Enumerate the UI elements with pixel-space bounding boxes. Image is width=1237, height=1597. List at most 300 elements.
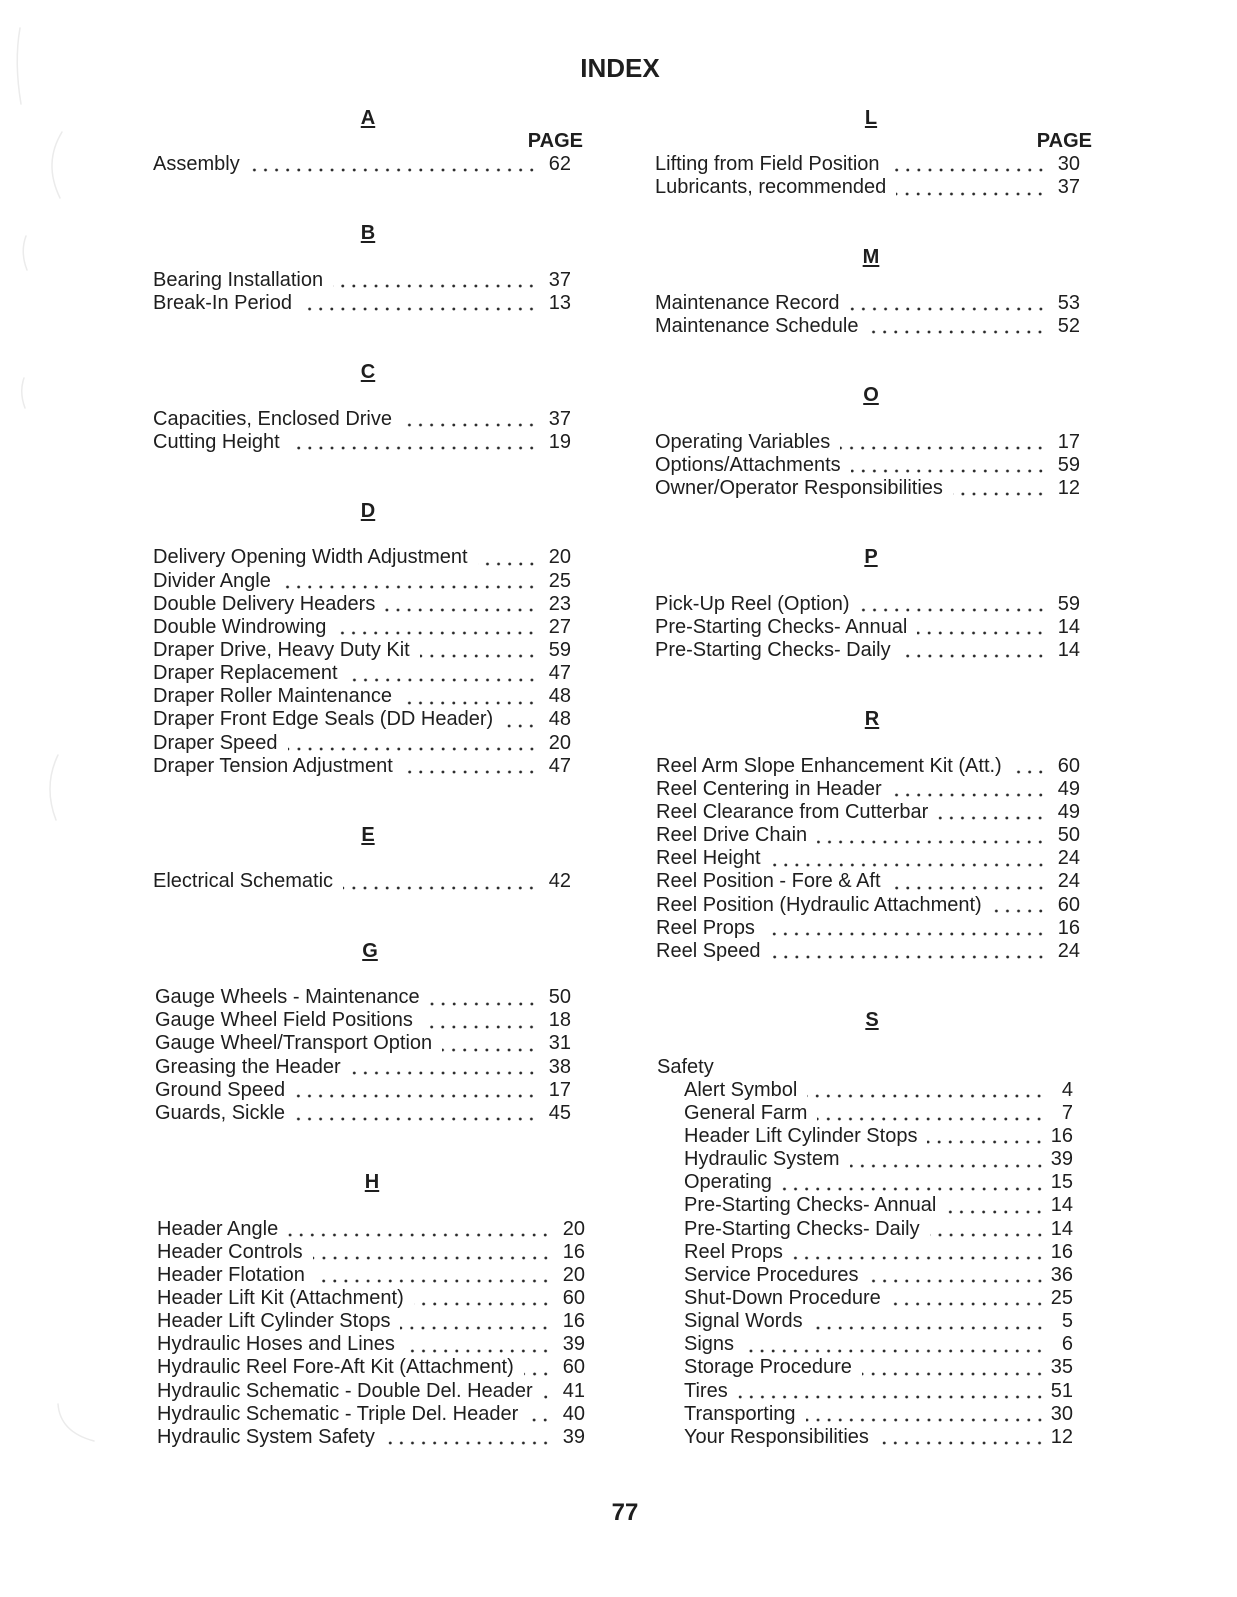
index-entry — [153, 153, 571, 176]
section-letter-c: C — [360, 361, 376, 384]
entry-term: Reel Drive Chain — [656, 824, 808, 847]
entry-page-number: 30 — [1057, 152, 1080, 175]
entry-term: Reel Props — [656, 916, 755, 939]
entry-page-number: 51 — [1050, 1379, 1073, 1402]
dot-leader — [817, 824, 1046, 847]
entry-page-number: 4 — [1061, 1078, 1073, 1101]
dot-leader — [850, 1148, 1045, 1171]
index-subentry — [684, 1426, 1073, 1449]
index-entry — [157, 1218, 585, 1241]
dot-leader — [315, 1264, 551, 1287]
entry-page-number: 41 — [562, 1379, 585, 1402]
entry-page-number: 60 — [562, 1356, 585, 1379]
entry-page-number: 14 — [1050, 1217, 1073, 1240]
entry-term: Ground Speed — [155, 1078, 286, 1101]
dot-leader — [420, 639, 537, 662]
entry-term: Reel Position (Hydraulic Attachment) — [656, 893, 982, 916]
index-subentry — [684, 1218, 1073, 1241]
dot-leader — [288, 1218, 551, 1241]
entry-page-number: 5 — [1061, 1310, 1073, 1333]
dot-leader — [869, 1264, 1045, 1287]
section-letter-r: R — [864, 708, 880, 731]
index-entry — [153, 431, 571, 454]
section-letter-l: L — [864, 106, 878, 129]
scan-mark — [22, 378, 25, 408]
index-subentry — [684, 1125, 1073, 1148]
section-letter-m: M — [862, 245, 880, 268]
spacer — [655, 570, 1080, 593]
dot-leader — [860, 593, 1046, 616]
entry-page-number: 42 — [548, 870, 571, 893]
dot-leader — [891, 870, 1046, 893]
index-entry — [153, 616, 571, 639]
scan-artifacts — [0, 0, 110, 1597]
section-letter-h: H — [364, 1171, 380, 1194]
index-entry — [153, 546, 571, 569]
entry-page-number: 45 — [548, 1101, 571, 1124]
index-entry — [655, 176, 1080, 199]
entry-page-number: 31 — [548, 1032, 571, 1055]
entry-page-number: 49 — [1057, 800, 1080, 823]
dot-leader — [953, 477, 1046, 500]
index-entry — [655, 477, 1080, 500]
entry-term: Draper Drive, Heavy Duty Kit — [153, 638, 410, 661]
index-entry — [656, 778, 1080, 801]
index-entry — [656, 824, 1080, 847]
index-section-e — [153, 824, 571, 893]
entry-page-number: 6 — [1061, 1333, 1073, 1356]
entry-page-number: 19 — [548, 430, 571, 453]
dot-leader — [402, 408, 537, 431]
entry-term: Break-In Period — [153, 291, 292, 314]
index-subentry — [684, 1148, 1073, 1171]
index-subentry — [684, 1310, 1073, 1333]
entry-term: Shut-Down Procedure — [684, 1286, 881, 1309]
index-section-g — [155, 940, 571, 1125]
entry-term: Header Lift Cylinder Stops — [684, 1124, 918, 1147]
entry-page-number: 39 — [1050, 1148, 1073, 1171]
dot-leader — [478, 546, 537, 569]
entry-term: Header Angle — [157, 1217, 279, 1240]
entry-term: Reel Props — [684, 1240, 783, 1263]
entry-page-number: 60 — [1057, 754, 1080, 777]
index-entry — [155, 1102, 571, 1125]
dot-leader — [543, 1380, 551, 1403]
entry-term: Transporting — [684, 1402, 796, 1425]
entry-term: Draper Front Edge Seals (DD Header) — [153, 708, 494, 731]
index-entry — [656, 894, 1080, 917]
entry-page-number: 18 — [548, 1009, 571, 1032]
entry-term: Electrical Schematic — [153, 870, 334, 893]
index-entry — [155, 1009, 571, 1032]
entry-term: Reel Clearance from Cutterbar — [656, 800, 929, 823]
dot-leader — [927, 1125, 1045, 1148]
index-entry — [655, 153, 1080, 176]
index-subentry — [684, 1241, 1073, 1264]
index-entry — [153, 639, 571, 662]
index-entry — [157, 1310, 585, 1333]
dot-leader — [771, 847, 1046, 870]
entry-term: Draper Speed — [153, 731, 278, 754]
entry-term: Header Lift Kit (Attachment) — [157, 1286, 404, 1309]
entry-term: Gauge Wheel/Transport Option — [155, 1032, 433, 1055]
spacer — [656, 1032, 1080, 1055]
entry-page-number: 12 — [1050, 1425, 1073, 1448]
entry-term: Pick-Up Reel (Option) — [655, 592, 850, 615]
index-entry — [157, 1333, 585, 1356]
entry-term: Signal Words — [684, 1310, 803, 1333]
section-letter-b: B — [360, 222, 376, 245]
entry-page-number: 59 — [1057, 453, 1080, 476]
entry-term: Lifting from Field Position — [655, 152, 880, 175]
index-entry — [655, 616, 1080, 639]
spacer — [153, 847, 571, 870]
index-section-o — [655, 384, 1080, 500]
entry-page-number: 37 — [548, 407, 571, 430]
entry-term: Double Windrowing — [153, 615, 327, 638]
entry-term: Header Controls — [157, 1240, 303, 1263]
entry-page-number: 62 — [548, 152, 571, 175]
index-section-m — [655, 246, 1080, 339]
index-entry — [153, 732, 571, 755]
entry-term: Options/Attachments — [655, 453, 841, 476]
dot-leader — [938, 801, 1046, 824]
scan-mark — [23, 236, 27, 270]
dot-leader — [385, 1426, 551, 1449]
index-section-l — [655, 106, 1092, 200]
index-entry — [155, 986, 571, 1009]
safety-subentries — [656, 1079, 1080, 1449]
index-section-h — [157, 1171, 585, 1449]
index-entry — [157, 1380, 585, 1403]
index-column-left — [153, 106, 585, 1496]
entry-term: Operating — [684, 1171, 772, 1194]
dot-leader — [313, 1241, 551, 1264]
dot-leader — [930, 1218, 1045, 1241]
index-entry — [153, 292, 571, 315]
spacer — [157, 1194, 585, 1217]
entry-term: Pre-Starting Checks- Annual — [684, 1194, 937, 1217]
entry-page-number: 47 — [548, 662, 571, 685]
spacer — [153, 523, 571, 546]
dot-leader — [992, 894, 1046, 917]
entry-page-number: 59 — [548, 638, 571, 661]
entry-term: Maintenance Record — [655, 291, 840, 314]
dot-leader — [290, 431, 537, 454]
entry-page-number: 14 — [1057, 615, 1080, 638]
entry-term: Your Responsibilities — [684, 1425, 869, 1448]
dot-leader — [862, 1356, 1045, 1379]
dot-leader — [850, 292, 1046, 315]
entry-term: Reel Arm Slope Enhancement Kit (Att.) — [656, 754, 1002, 777]
index-subentry — [684, 1380, 1073, 1403]
entry-term: Assembly — [153, 152, 240, 175]
entry-term: Hydraulic Reel Fore-Aft Kit (Attachment) — [157, 1356, 514, 1379]
section-letter-a: A — [360, 106, 376, 129]
index-entry — [655, 431, 1080, 454]
entry-page-number: 37 — [548, 268, 571, 291]
index-entry — [157, 1241, 585, 1264]
scan-mark — [52, 132, 62, 198]
entry-term: Greasing the Header — [155, 1055, 341, 1078]
index-section-a — [153, 106, 583, 176]
entry-term: Gauge Wheels - Maintenance — [155, 986, 420, 1009]
entry-page-number: 7 — [1061, 1101, 1073, 1124]
entry-page-number: 25 — [1050, 1286, 1073, 1309]
entry-term: Alert Symbol — [684, 1078, 798, 1101]
index-section-d — [153, 500, 571, 778]
index-subentry — [684, 1287, 1073, 1310]
spacer — [155, 963, 571, 986]
section-letter-s: S — [865, 1009, 879, 1032]
dot-leader — [343, 870, 537, 893]
index-subentry — [684, 1356, 1073, 1379]
entry-term: Capacities, Enclosed Drive — [153, 407, 392, 430]
entry-page-number: 39 — [562, 1333, 585, 1356]
index-subentry — [684, 1102, 1073, 1125]
dot-leader — [524, 1356, 551, 1379]
entry-page-number: 14 — [1050, 1194, 1073, 1217]
entry-term: Lubricants, recommended — [655, 176, 887, 199]
entry-term: Service Procedures — [684, 1263, 859, 1286]
dot-leader — [891, 1287, 1045, 1310]
entry-term: Delivery Opening Width Adjustment — [153, 546, 468, 569]
index-section-r — [656, 708, 1080, 963]
entry-term: Signs — [684, 1333, 735, 1356]
dot-leader — [385, 593, 537, 616]
entry-page-number: 48 — [548, 685, 571, 708]
entry-page-number: 53 — [1057, 291, 1080, 314]
entry-page-number: 16 — [562, 1310, 585, 1333]
entry-page-number: 25 — [548, 569, 571, 592]
entry-page-number: 40 — [562, 1402, 585, 1425]
entry-term: Hydraulic Schematic - Double Del. Header — [157, 1379, 533, 1402]
dot-leader — [738, 1380, 1045, 1403]
dot-leader — [771, 940, 1046, 963]
entry-page-number: 15 — [1050, 1171, 1073, 1194]
entry-page-number: 48 — [548, 708, 571, 731]
index-subentry — [684, 1079, 1073, 1102]
dot-leader — [333, 269, 537, 292]
dot-leader — [295, 1079, 537, 1102]
entry-term: Pre-Starting Checks- Daily — [655, 638, 891, 661]
section-letter-d: D — [360, 500, 376, 523]
section-letter-g: G — [362, 939, 378, 962]
index-section-b — [153, 222, 571, 315]
entry-term: Header Flotation — [157, 1263, 305, 1286]
page-column-label: PAGE — [527, 129, 583, 152]
dot-leader — [868, 315, 1046, 338]
spacer — [656, 732, 1080, 755]
entry-term: Bearing Installation — [153, 268, 324, 291]
entry-term: Guards, Sickle — [155, 1101, 286, 1124]
entry-page-number: 35 — [1050, 1356, 1073, 1379]
entry-page-number: 16 — [562, 1240, 585, 1263]
scan-mark — [58, 1404, 94, 1441]
index-entry — [157, 1287, 585, 1310]
index-entry — [157, 1403, 585, 1426]
entry-term: Draper Tension Adjustment — [153, 754, 393, 777]
dot-leader — [351, 1056, 537, 1079]
dot-leader — [744, 1333, 1045, 1356]
index-entry — [153, 269, 571, 292]
dot-leader — [840, 431, 1046, 454]
index-entry — [153, 685, 571, 708]
entry-term: Pre-Starting Checks- Annual — [655, 615, 908, 638]
entry-page-number: 50 — [1057, 824, 1080, 847]
index-entry — [157, 1264, 585, 1287]
dot-leader — [896, 176, 1046, 199]
dot-leader — [430, 986, 537, 1009]
entry-page-number: 47 — [548, 754, 571, 777]
entry-page-number: 39 — [562, 1425, 585, 1448]
dot-leader — [302, 292, 537, 315]
index-subentry — [684, 1171, 1073, 1194]
entry-term: Hydraulic Schematic - Triple Del. Header — [157, 1402, 519, 1425]
entry-term: Gauge Wheel Field Positions — [155, 1009, 413, 1032]
index-entry — [655, 454, 1080, 477]
index-entry — [655, 593, 1080, 616]
dot-leader — [813, 1310, 1045, 1333]
entry-term: Maintenance Schedule — [655, 314, 859, 337]
index-entry — [655, 315, 1080, 338]
dot-leader — [851, 454, 1046, 477]
entry-term: Tires — [684, 1379, 728, 1402]
dot-leader — [405, 1333, 551, 1356]
dot-leader — [528, 1403, 551, 1426]
entry-page-number: 17 — [1057, 430, 1080, 453]
dot-leader — [503, 708, 537, 731]
index-entry — [153, 708, 571, 731]
dot-leader — [782, 1171, 1045, 1194]
index-entry — [153, 570, 571, 593]
index-entry — [153, 408, 571, 431]
dot-leader — [1012, 755, 1046, 778]
entry-term: Draper Roller Maintenance — [153, 685, 393, 708]
entry-page-number: 23 — [548, 592, 571, 615]
spacer — [153, 246, 571, 269]
entry-page-number: 14 — [1057, 638, 1080, 661]
dot-leader — [336, 616, 537, 639]
entry-page-number: 16 — [1057, 916, 1080, 939]
index-entry — [656, 847, 1080, 870]
index-entry — [656, 755, 1080, 778]
entry-term: Reel Position - Fore & Aft — [656, 870, 881, 893]
entry-term: Reel Centering in Header — [656, 777, 882, 800]
entry-page-number: 27 — [548, 615, 571, 638]
entry-term: Divider Angle — [153, 569, 271, 592]
index-section-p — [655, 546, 1080, 662]
entry-term: Cutting Height — [153, 430, 280, 453]
dot-leader — [400, 1310, 551, 1333]
dot-leader — [901, 639, 1046, 662]
entry-page-number: 60 — [562, 1286, 585, 1309]
scan-mark — [50, 755, 58, 820]
section-letter-p: P — [864, 546, 878, 569]
dot-leader — [281, 570, 537, 593]
index-entry — [656, 870, 1080, 893]
dot-leader — [348, 662, 537, 685]
entry-page-number: 24 — [1057, 939, 1080, 962]
dot-leader — [946, 1194, 1045, 1217]
entry-term: Hydraulic System Safety — [157, 1425, 375, 1448]
dot-leader — [917, 616, 1046, 639]
entry-term: Draper Replacement — [153, 662, 338, 685]
dot-leader — [442, 1032, 537, 1055]
entry-page-number: 17 — [548, 1078, 571, 1101]
section-letter-e: E — [361, 824, 375, 847]
dot-leader — [807, 1079, 1045, 1102]
entry-page-number: 16 — [1050, 1124, 1073, 1147]
entry-page-number: 24 — [1057, 847, 1080, 870]
dot-leader — [414, 1287, 551, 1310]
entry-term: Reel Speed — [656, 939, 761, 962]
entry-page-number: 37 — [1057, 176, 1080, 199]
dot-leader — [765, 917, 1046, 940]
entry-page-number: 38 — [548, 1055, 571, 1078]
entry-term: Storage Procedure — [684, 1356, 852, 1379]
entry-term: Hydraulic System — [684, 1148, 840, 1171]
entry-page-number: 20 — [562, 1217, 585, 1240]
spacer — [655, 269, 1080, 292]
index-entry — [656, 940, 1080, 963]
dot-leader — [879, 1426, 1045, 1449]
spacer — [655, 408, 1080, 431]
index-entry — [153, 593, 571, 616]
index-entry — [656, 917, 1080, 940]
entry-page-number: 52 — [1057, 314, 1080, 337]
index-section-s — [656, 1009, 1080, 1449]
entry-page-number: 36 — [1050, 1263, 1073, 1286]
entry-term: Pre-Starting Checks- Daily — [684, 1217, 920, 1240]
entry-page-number: 12 — [1057, 476, 1080, 499]
dot-leader — [250, 153, 537, 176]
entry-term: Header Lift Cylinder Stops — [157, 1310, 391, 1333]
index-entry — [157, 1356, 585, 1379]
page-number: 77 — [611, 1499, 639, 1526]
dot-leader — [295, 1102, 537, 1125]
index-entry — [155, 1032, 571, 1055]
page-column-label: PAGE — [1036, 129, 1092, 152]
index-entry — [153, 662, 571, 685]
index-entry — [655, 639, 1080, 662]
dot-leader — [402, 685, 537, 708]
entry-page-number: 20 — [548, 546, 571, 569]
index-subentry — [684, 1403, 1073, 1426]
index-entry — [155, 1079, 571, 1102]
entry-page-number: 13 — [548, 291, 571, 314]
dot-leader — [890, 153, 1046, 176]
page-title: INDEX — [580, 53, 660, 83]
dot-leader — [403, 755, 537, 778]
index-entry — [153, 870, 571, 893]
dot-leader — [806, 1403, 1045, 1426]
entry-page-number: 20 — [548, 731, 571, 754]
index-subentry — [684, 1264, 1073, 1287]
index-section-c — [153, 361, 571, 454]
index-entry — [157, 1426, 585, 1449]
dot-leader — [892, 778, 1046, 801]
index-column-right — [655, 106, 1092, 1496]
dot-leader — [423, 1009, 537, 1032]
entry-page-number: 49 — [1057, 777, 1080, 800]
index-subentry — [684, 1333, 1073, 1356]
entry-page-number: 30 — [1050, 1402, 1073, 1425]
index-entry — [656, 801, 1080, 824]
dot-leader — [288, 732, 537, 755]
entry-term: Owner/Operator Responsibilities — [655, 476, 943, 499]
entry-term: Hydraulic Hoses and Lines — [157, 1333, 395, 1356]
